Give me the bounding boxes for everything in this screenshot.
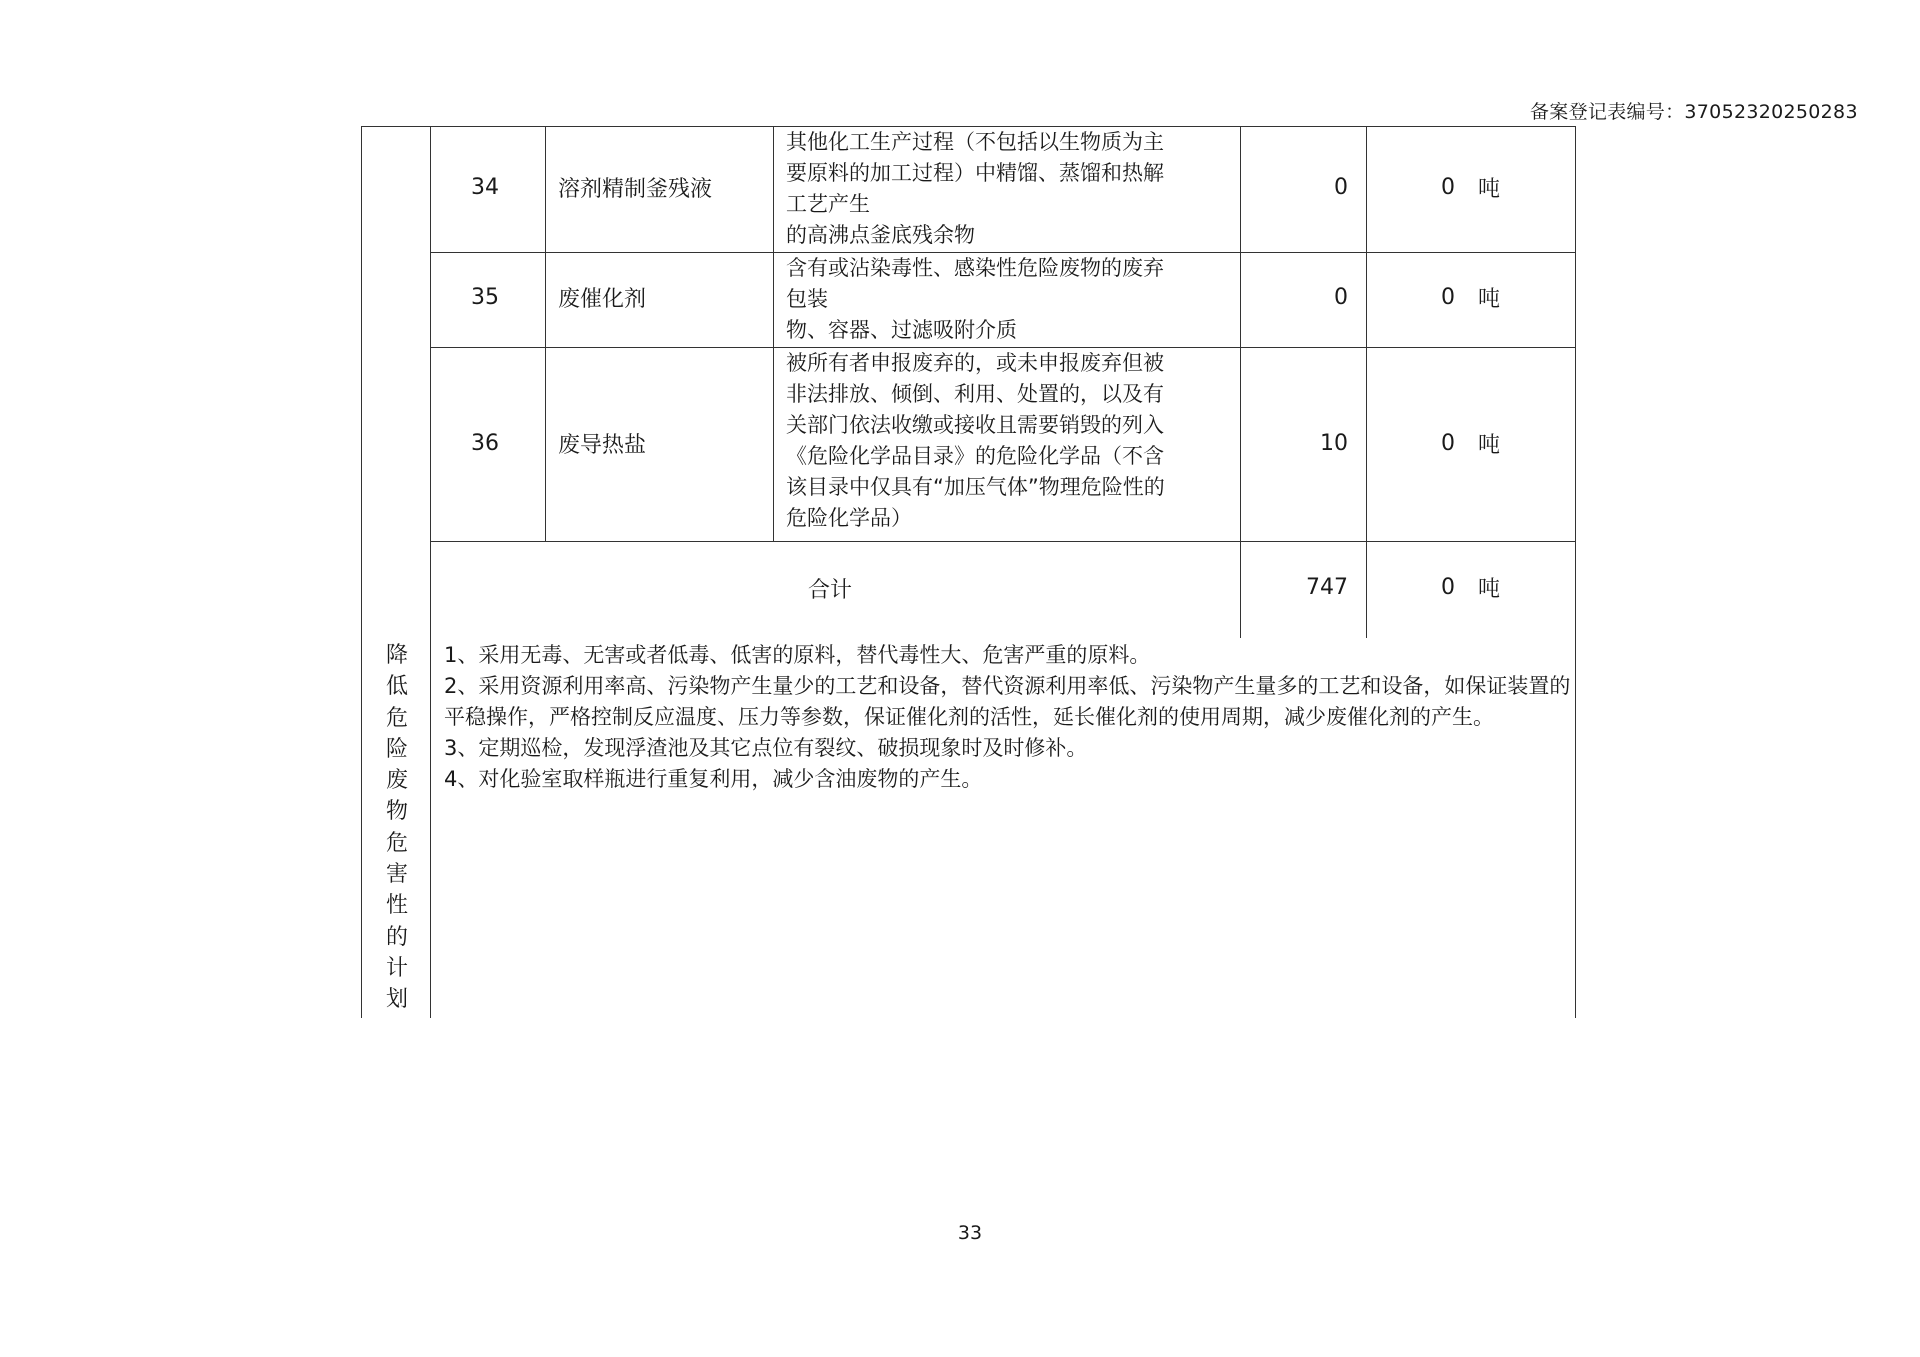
- registration-number: 备案登记表编号：37052320250283: [1530, 101, 1858, 123]
- amount: 0: [1334, 285, 1348, 310]
- waste-name: 废导热盐: [558, 433, 647, 458]
- waste-name: 废催化剂: [558, 287, 647, 312]
- amount: 10: [1320, 431, 1348, 456]
- waste-name: 溶剂精制釜残液: [558, 177, 713, 202]
- total-value2: 0: [1441, 575, 1455, 600]
- total-amount: 747: [1306, 575, 1348, 600]
- reduction-measures: [444, 640, 1574, 795]
- total-label: 合计: [807, 578, 852, 603]
- measure-item: 3、定期巡检，发现浮渣池及其它点位有裂纹、破损现象时及时修补。: [444, 736, 1088, 760]
- value2: 0: [1441, 175, 1455, 200]
- value2: 0: [1441, 431, 1455, 456]
- waste-description: 含有或沾染毒性、感染性危险废物的废弃 包装 物、容器、过滤吸附介质: [786, 256, 1164, 342]
- amount: 0: [1334, 175, 1348, 200]
- measure-item: 2、采用资源利用率高、污染物产生量少的工艺和设备，替代资源利用率低、污染物产生量多的工艺和设备，如保证装置的平稳操作，严格控制反应温度、压力等参数，保证催化剂的活性，延长催化剂的使用周期，减少废催化剂的产生。: [444, 674, 1571, 729]
- page-number: 33: [957, 1222, 983, 1244]
- row-number: 35: [471, 285, 499, 310]
- unit: 吨: [1478, 177, 1501, 202]
- unit: 吨: [1478, 287, 1501, 312]
- row-number: 36: [471, 431, 499, 456]
- measure-item: 1、采用无毒、无害或者低毒、低害的原料，替代毒性大、危害严重的原料。: [444, 643, 1151, 667]
- total-unit: 吨: [1478, 577, 1501, 602]
- measure-item: 4、对化验室取样瓶进行重复利用，减少含油废物的产生。: [444, 767, 983, 791]
- unit: 吨: [1478, 433, 1501, 458]
- row-number: 34: [471, 175, 499, 200]
- value2: 0: [1441, 285, 1455, 310]
- section-side-label: 降 低 危 险 废 物 危 害 性 的 计 划: [385, 643, 408, 1013]
- waste-description: 其他化工生产过程（不包括以生物质为主 要原料的加工过程）中精馏、蒸馏和热解 工艺产生 的高沸点釜底残余物: [786, 130, 1164, 247]
- waste-description: 被所有者申报废弃的，或未申报废弃但被 非法排放、倾倒、利用、处置的，以及有 关部门依法收缴或接收且需要销毁的列入 《危险化学品目录》的危险化学品（不含 该目录中仅具有“加压气体”物理危险性的 危险化学品）: [786, 351, 1165, 530]
